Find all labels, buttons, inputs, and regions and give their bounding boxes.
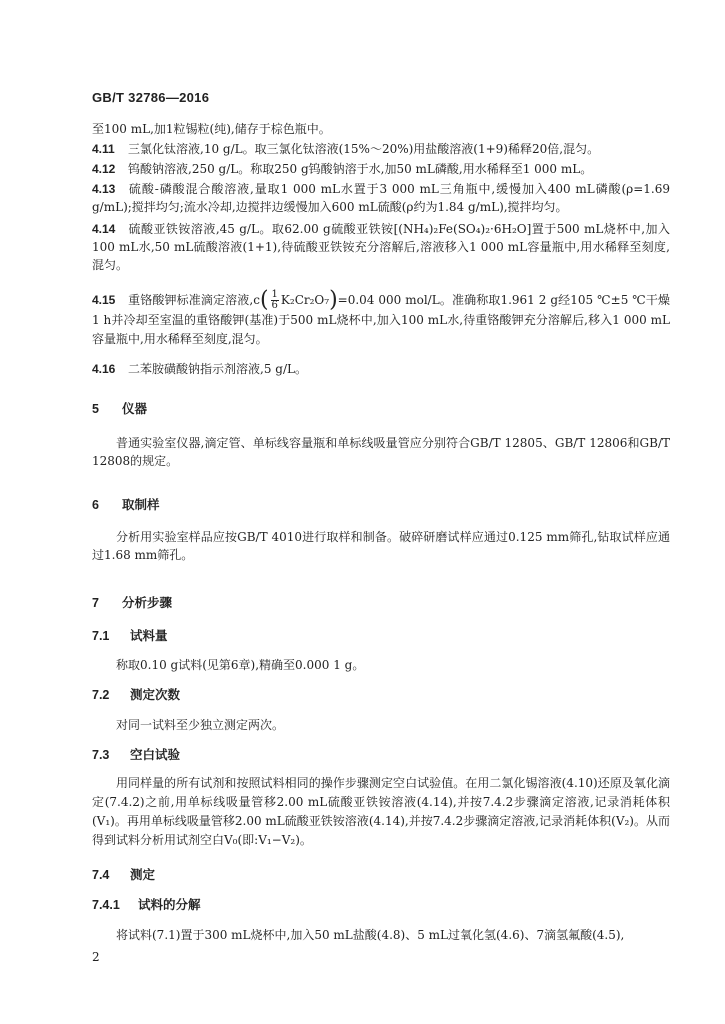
item-4-12: 4.12 钨酸钠溶液,250 g/L。称取250 g钨酸钠溶于水,加50 mL磷酸,用水稀释至1 000 mL。 — [92, 162, 593, 176]
section-7-heading: 7 分析步骤 — [92, 596, 173, 610]
section-7-2-heading: 7.2 测定次数 — [92, 688, 181, 702]
section-6-heading: 6 取制样 — [92, 498, 160, 512]
section-7-3-text: 用同样量的所有试剂和按照试料相同的操作步骤测定空白试验值。在用二氯化锡溶液(4.10)还原及氧化滴定(7.4.2)之前,用单标线吸量管移2.00 mL硫酸亚铁铵溶液(4.14),并按7.4.2步骤滴定溶液,记录消耗体积(V₁)。再用单标线吸量管移2.00 mL硫酸亚铁铵溶液(4.14),并按7.4.2步骤滴定溶液,记录消耗体积(V₂)。从而得到试料分析用试剂空白V₀(即:V₁−V₂)。 — [92, 776, 670, 847]
section-5-heading: 5 仪器 — [92, 402, 148, 416]
page-number: 2 — [92, 950, 100, 964]
section-6-text: 分析用实验室样品应按GB/T 4010进行取样和制备。破碎研磨试样应通过0.125 mm筛孔,钻取试样应通过1.68 mm筛孔。 — [92, 530, 670, 562]
fraction: $\frac{1}{6}$ — [271, 289, 278, 311]
section-7-4-1-text: 将试料(7.1)置于300 mL烧杯中,加入50 mL盐酸(4.8)、5 mL过氧化氢(4.6)、7滴氢氟酸(4.5), — [116, 928, 625, 942]
item-4-15: 4.15 重铬酸钾标准滴定溶液,c( $\frac{1}{6}$ K₂Cr₂O₇)=0.04 000 mol/L。准确称取1.961 2 g经105 ℃±5 ℃干燥1 h并冷却至室温的重铬酸钾(基准)于500 mL烧杯中,加入100 mL水,待重铬酸钾充分溶解后,移入1 000 mL容量瓶中,用水稀释至刻度,混匀。 — [92, 287, 670, 346]
item-4-13: 4.13 硫酸-磷酸混合酸溶液,量取1 000 mL水置于3 000 mL三角瓶中,缓慢加入400 mL磷酸(ρ=1.69 g/mL);搅拌均匀;流水冷却,边搅拌边缓慢加入600 mL硫酸(ρ约为1.84 g/mL),搅拌均匀。 — [92, 182, 670, 214]
section-7-3-heading: 7.3 空白试验 — [92, 748, 181, 762]
section-7-4-heading: 7.4 测定 — [92, 868, 156, 882]
item-4-14: 4.14 硫酸亚铁铵溶液,45 g/L。取62.00 g硫酸亚铁铵[(NH₄)₂Fe(SO₄)₂·6H₂O]置于500 mL烧杯中,加入100 mL水,50 mL硫酸溶液(1+1),待硫酸亚铁铵充分溶解后,溶液移入1 000 mL容量瓶中,用水稀释至刻度,混匀。 — [92, 222, 670, 272]
section-7-4-1-heading: 7.4.1 试料的分解 — [92, 898, 201, 912]
section-7-1-heading: 7.1 试料量 — [92, 629, 168, 643]
section-7-2-text: 对同一试料至少独立测定两次。 — [116, 718, 285, 732]
section-5-text: 普通实验室仪器,滴定管、单标线容量瓶和单标线吸量管应分别符合GB/T 12805、GB/T 12806和GB/T 12808的规定。 — [92, 436, 670, 468]
item-4-11: 4.11 三氯化钛溶液,10 g/L。取三氯化钛溶液(15%～20%)用盐酸溶液(1+9)稀释20倍,混匀。 — [92, 142, 600, 156]
section-7-1-text: 称取0.10 g试料(见第6章),精确至0.000 1 g。 — [116, 658, 365, 672]
item-4-16: 4.16 二苯胺磺酸钠指示剂溶液,5 g/L。 — [92, 362, 307, 376]
continuation-text: 至100 mL,加1粒锡粒(纯),储存于棕色瓶中。 — [92, 122, 331, 136]
standard-code-header: GB/T 32786—2016 — [92, 90, 210, 105]
